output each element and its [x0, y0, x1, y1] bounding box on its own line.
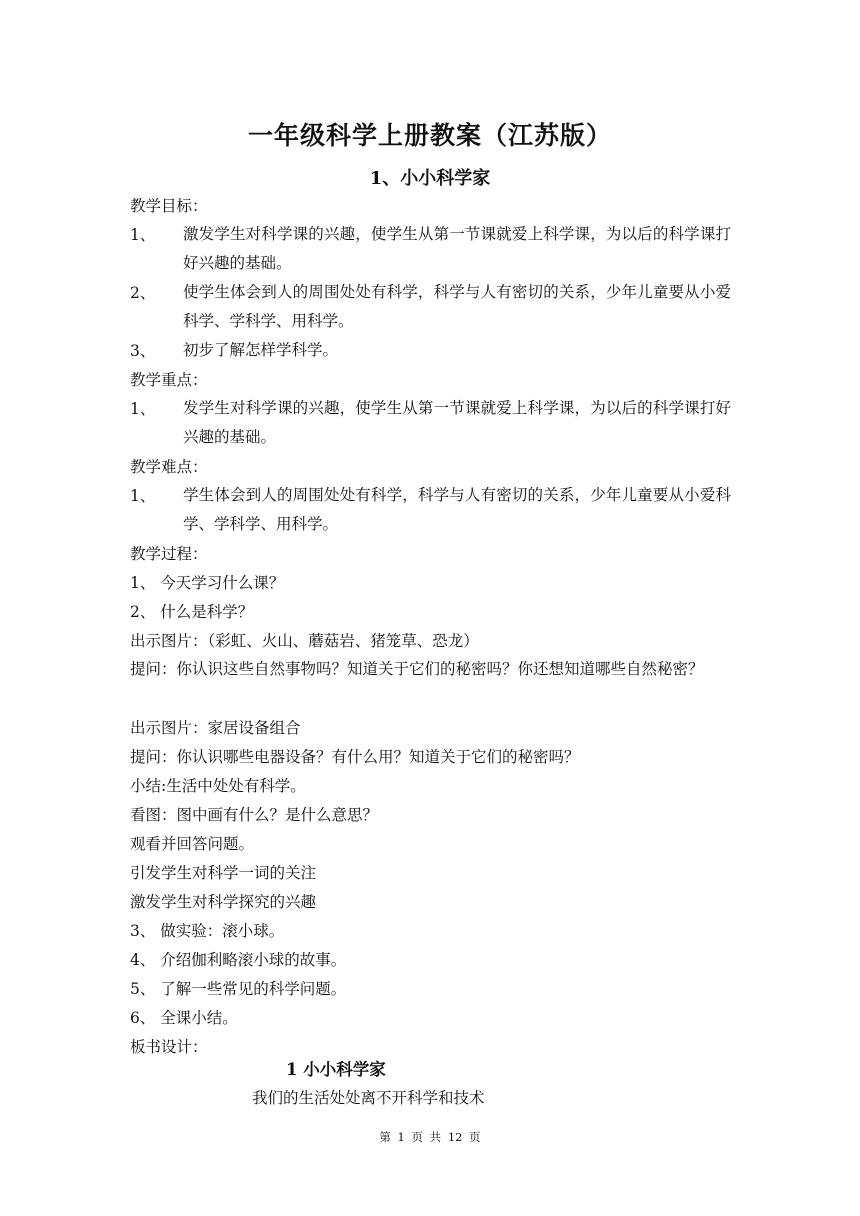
difficulties-heading: 教学难点： — [130, 458, 208, 476]
objective-2-number: 2、 — [130, 284, 156, 302]
process-line: 3、 做实验：滚小球。 — [130, 922, 285, 940]
process-line: 引发学生对科学一词的关注 — [130, 864, 317, 882]
process-line: 2、 什么是科学？ — [130, 603, 254, 621]
process-line: 出示图片：（彩虹、火山、蘑菇岩、猪笼草、恐龙） — [130, 632, 479, 650]
process-line: 6、 全课小结。 — [130, 1009, 238, 1027]
key-point-1-number: 1、 — [130, 400, 156, 418]
page-footer: 第 1 页 共 12 页 — [379, 1130, 481, 1144]
key-point-1-text: 发学生对科学课的兴趣，使学生从第一节课就爱上科学课，为以后的科学课打好兴趣的基础。 — [183, 399, 731, 446]
objective-2-text: 使学生体会到人的周围处处有科学，科学与人有密切的关系，少年儿童要从小爱科学、学科学、用科学。 — [183, 283, 731, 330]
process-line: 激发学生对科学探究的兴趣 — [130, 893, 317, 911]
objective-1-number: 1、 — [130, 226, 156, 244]
process-line: 4、 介绍伽利略滚小球的故事。 — [130, 951, 347, 969]
document-title: 一年级科学上册教案（江苏版） — [247, 121, 612, 150]
difficulty-1-number: 1、 — [130, 487, 156, 505]
process-line: 出示图片：家居设备组合 — [130, 719, 301, 737]
board-line: 我们的生活处处离不开科学和技术 — [252, 1089, 485, 1107]
objective-3-number: 3、 — [130, 342, 156, 360]
process-line: 看图：图中画有什么？是什么意思？ — [130, 806, 379, 824]
process-line: 观看并回答问题。 — [130, 835, 255, 853]
difficulty-1-text: 学生体会到人的周围处处有科学，科学与人有密切的关系，少年儿童要从小爱科学、学科学、用科学。 — [183, 486, 731, 533]
process-line: 小结:生活中处处有科学。 — [130, 777, 306, 795]
process-line: 提问：你认识这些自然事物吗？知道关于它们的秘密吗？你还想知道哪些自然秘密？ — [130, 660, 704, 678]
lesson-title: 1、小小科学家 — [369, 168, 491, 189]
process-line: 5、 了解一些常见的科学问题。 — [130, 980, 347, 998]
objectives-heading: 教学目标： — [130, 197, 208, 215]
process-heading: 教学过程： — [130, 545, 208, 563]
objective-3-text: 初步了解怎样学科学。 — [183, 341, 339, 359]
process-line: 1、 今天学习什么课？ — [130, 574, 285, 592]
process-line: 提问：你认识哪些电器设备？有什么用？知道关于它们的秘密吗？ — [130, 748, 580, 766]
board-title: 1 小小科学家 — [286, 1060, 386, 1079]
board-heading: 板书设计： — [130, 1038, 208, 1056]
key-points-heading: 教学重点： — [130, 371, 208, 389]
objective-1-text: 激发学生对科学课的兴趣，使学生从第一节课就爱上科学课，为以后的科学课打好兴趣的基础。 — [183, 225, 731, 272]
